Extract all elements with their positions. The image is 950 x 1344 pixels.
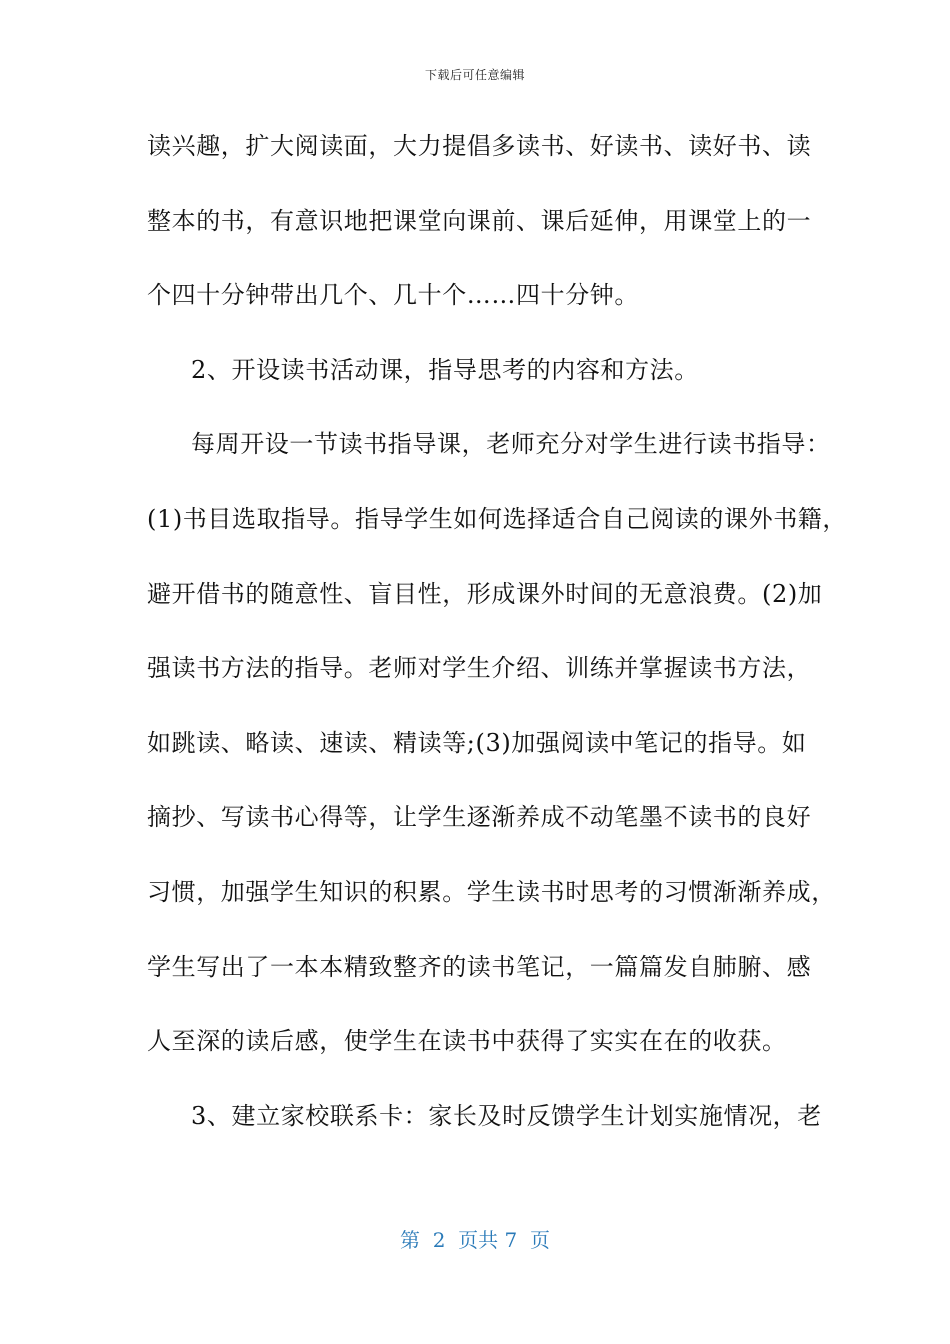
page-header: 下载后可任意编辑 <box>424 68 525 82</box>
document-body <box>147 124 847 1168</box>
section-heading: 2、开设读书活动课，指导思考的内容和方法。 <box>191 355 699 384</box>
text-line: (1)书目选取指导。指导学生如何选择适合自己阅读的课外书籍， <box>147 504 847 533</box>
text-line: 学生写出了一本本精致整齐的读书笔记，一篇篇发自肺腑、感 <box>147 952 812 981</box>
text-line: 读兴趣，扩大阅读面，大力提倡多读书、好读书、读好书、读 <box>147 132 812 160</box>
text-line: 人至深的读后感，使学生在读书中获得了实实在在的收获。 <box>147 1027 787 1056</box>
text-line: 习惯，加强学生知识的积累。学生读书时思考的习惯渐渐养成， <box>147 877 836 906</box>
text-line: 整本的书，有意识地把课堂向课前、课后延伸，用课堂上的一 <box>147 206 812 235</box>
text-line: 避开借书的随意性、盲目性，形成课外时间的无意浪费。(2)加 <box>147 579 823 608</box>
page-number-footer: 第 2 页共 7 页 <box>400 1228 550 1252</box>
text-line: 摘抄、写读书心得等，让学生逐渐养成不动笔墨不读书的良好 <box>147 803 812 832</box>
paragraph-start: 每周开设一节读书指导课，老师充分对学生进行读书指导： <box>191 430 831 459</box>
text-line: 强读书方法的指导。老师对学生介绍、训练并掌握读书方法， <box>147 654 812 683</box>
section-heading: 3、建立家校联系卡：家长及时反馈学生计划实施情况，老 <box>191 1101 822 1130</box>
text-line: 个四十分钟带出几个、几十个……四十分钟。 <box>147 281 639 310</box>
text-line: 如跳读、略读、速读、精读等;(3)加强阅读中笔记的指导。如 <box>147 728 807 757</box>
